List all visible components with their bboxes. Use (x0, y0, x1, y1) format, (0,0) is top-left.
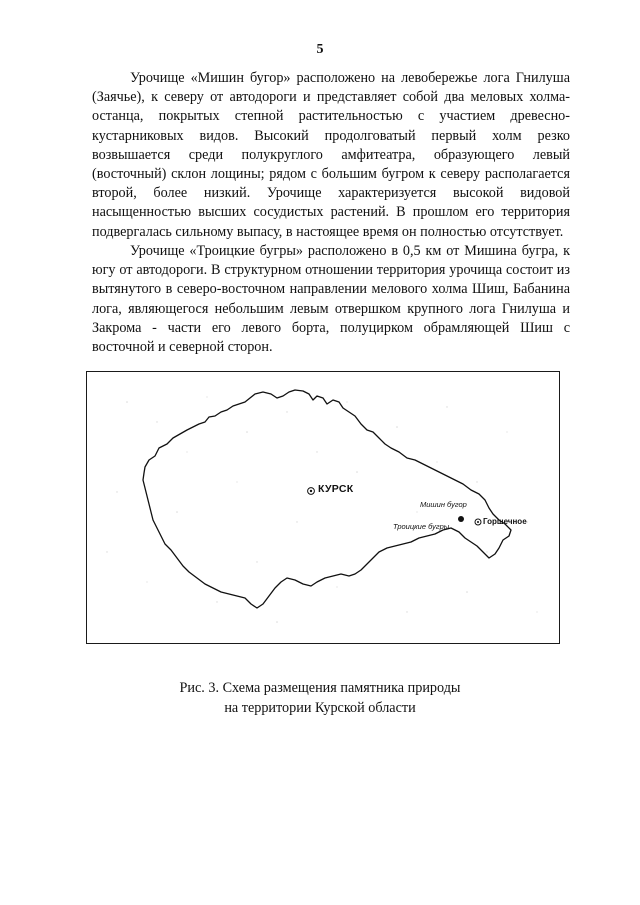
region-map (86, 371, 560, 644)
city-label-kursk: КУРСК (318, 483, 354, 495)
map-canvas (87, 372, 560, 644)
caption-line-1: Рис. 3. Схема размещения памятника природы (179, 680, 461, 696)
circled-dot-icon (475, 519, 481, 525)
filled-dot-icon (458, 516, 464, 522)
site-label-troitskie-bugry: Троицкие бугры (393, 522, 450, 531)
paragraph-mishin-bugor: Урочище «Мишин бугор» расположено на левобережье лога Гнилуша (Заячье), к северу от автодороги и представляет собой два меловых холма-останца, покрытых степной растительностью с участием древесно-кустарниковых видов. Высокий продолговатый первый холм резко возвышается среди полукруглого амфитеатра, образующего левый (восточный) склон лощины; рядом с большим бугром к северу располагается второй, более низкий. Урочище характеризуется высокой видовой насыщенностью высших сосудистых растений. В прошлом его территория подвергалась сильному выпасу, в настоящее время он полностью отсутствует. (92, 70, 570, 240)
region-boundary (143, 390, 511, 608)
site-label-mishin-bugor: Мишин бугор (420, 500, 467, 509)
figure-caption (0, 679, 640, 718)
circled-dot-icon (308, 488, 315, 495)
town-label-gorshechnoe: Горшечное (483, 517, 527, 526)
caption-line-2: на территории Курской области (224, 699, 416, 716)
paragraph-troitskie-bugry: Урочище «Троицкие бугры» расположено в 0,5 км от Мишина бугра, к югу от автодороги. В структурном отношении территория урочища состоит из вытянутого в северо-восточном направлении мелового холма Шиш, Бабанина лога, являющегося небольшим левым отвершком крупного лога Гнилуша и Закрома - части его левого борта, полуцирком обрамляющей Шиш с восточной и северной сторон. (92, 243, 570, 356)
map-background-texture (106, 396, 537, 622)
page-number: 5 (316, 42, 324, 57)
